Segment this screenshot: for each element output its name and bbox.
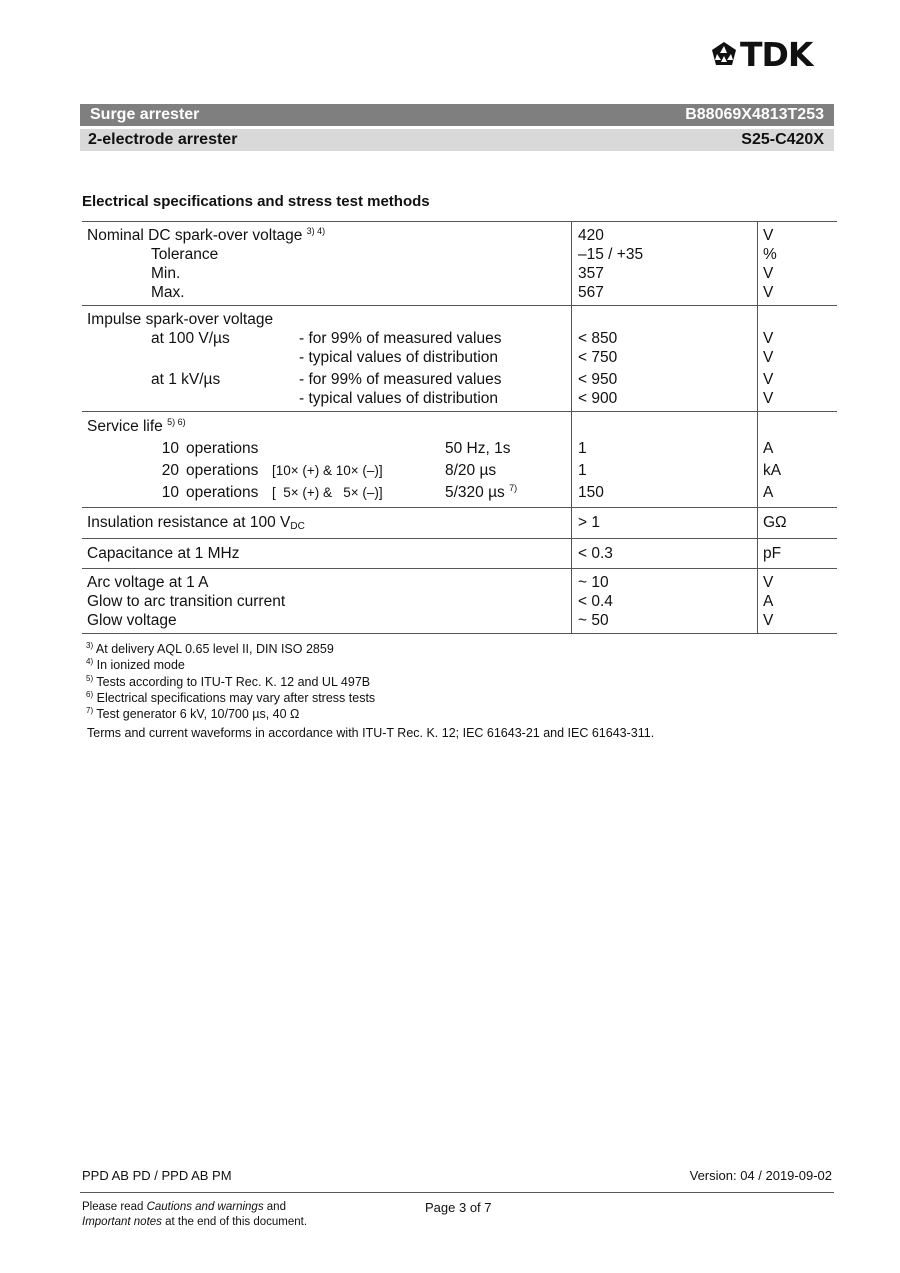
min-unit: V <box>763 265 774 282</box>
impulse-desc: - typical values of distribution <box>299 349 499 366</box>
arc-unit: A <box>763 593 774 610</box>
op-condition: 8/20 µs <box>445 462 497 479</box>
impulse-desc: - for 99% of measured values <box>299 371 502 388</box>
footnote-ref: 7) <box>509 483 518 493</box>
footnotes <box>86 641 375 722</box>
insulation-label-sub: DC <box>290 521 305 532</box>
op-count: 20 <box>161 462 179 479</box>
op-condition: 50 Hz, 1s <box>445 440 511 457</box>
part-number: B88069X4813T253 <box>685 106 824 123</box>
service-life-unit: A <box>763 440 774 457</box>
dc-sparkover-label: Nominal DC spark-over voltage <box>87 227 303 244</box>
product-subtype: 2-electrode arrester <box>88 131 238 148</box>
arc-label: Glow voltage <box>87 612 177 629</box>
dc-sparkover-unit: V <box>763 227 774 244</box>
arc-value: ~ 10 <box>578 574 609 591</box>
table-row-arc <box>82 568 837 634</box>
footnote-ref: 3) 4) <box>306 226 326 236</box>
impulse-rate <box>87 389 299 408</box>
arc-value: < 0.4 <box>578 593 613 610</box>
important-notes-text: Important notes <box>82 1216 162 1228</box>
impulse-value: < 850 <box>578 330 618 347</box>
min-label: Min. <box>151 265 181 282</box>
tdk-logo <box>710 35 836 74</box>
footnote: $^{7)}$ Test generator 6 kV, 10/700 µs, 40 Ω <box>86 706 300 722</box>
dc-sparkover-value: 420 <box>578 227 604 244</box>
impulse-value: < 950 <box>578 371 618 388</box>
op-label: operations <box>186 462 259 479</box>
cautions-link-text: Cautions and warnings <box>146 1201 264 1213</box>
insulation-unit: GΩ <box>763 514 787 531</box>
impulse-rate: at 100 V/µs <box>151 330 230 347</box>
footer-note: Please read Cautions and warnings and Important notes at the end of this document. <box>82 1201 308 1228</box>
impulse-unit: V <box>763 390 774 407</box>
insulation-value: > 1 <box>578 514 600 531</box>
footer-department: PPD AB PD / PPD AB PM <box>82 1168 232 1183</box>
op-count: 10 <box>161 484 179 501</box>
impulse-desc: - for 99% of measured values <box>299 330 502 347</box>
footnote: $^{4)}$ In ionized mode <box>86 657 185 673</box>
service-life-value: 1 <box>578 440 587 457</box>
tolerance-value: –15 / +35 <box>578 246 644 263</box>
op-count: 10 <box>161 440 179 457</box>
header-bar-product <box>80 104 834 126</box>
footer-version: Version: 04 / 2019-09-02 <box>689 1168 832 1183</box>
op-polarity: [10× (+) & 10× (–)] <box>272 463 383 478</box>
table-row-dc-sparkover <box>82 221 837 305</box>
capacitance-unit: pF <box>763 545 782 562</box>
impulse-rate <box>87 348 299 367</box>
tdk-star-logo-icon <box>710 41 738 69</box>
capacitance-label: Capacitance at 1 MHz <box>87 545 240 562</box>
impulse-rate: at 1 kV/µs <box>151 371 221 388</box>
op-label: operations <box>186 440 259 457</box>
product-type: Surge arrester <box>90 106 200 123</box>
op-label: operations <box>186 484 259 501</box>
insulation-label: Insulation resistance at 100 V <box>87 514 291 531</box>
max-unit: V <box>763 284 774 301</box>
page-number: Page 3 of 7 <box>425 1200 492 1215</box>
footnote: $^{6)}$ Electrical specifications may vary after stress tests <box>86 689 376 705</box>
footnote-ref: 5) 6) <box>167 417 186 427</box>
tolerance-label: Tolerance <box>151 246 219 263</box>
header-bar-subtype <box>80 129 834 151</box>
impulse-unit: V <box>763 349 774 366</box>
service-life-value: 1 <box>578 462 587 479</box>
service-life-unit: A <box>763 484 774 501</box>
op-condition: 5/320 µs <box>445 484 505 501</box>
footnote: $^{5)}$ Tests according to ITU-T Rec. K. 12 and UL 497B <box>86 673 371 689</box>
arc-unit: V <box>763 612 774 629</box>
terms-note: Terms and current waveforms in accordance with ITU-T Rec. K. 12; IEC 61643-21 and IEC 61643-311. <box>87 726 655 740</box>
impulse-unit: V <box>763 371 774 388</box>
arc-label: Glow to arc transition current <box>87 593 286 610</box>
op-polarity: [ 5× (+) & 5× (–)] <box>272 485 383 500</box>
model-number: S25-C420X <box>741 131 824 148</box>
max-label: Max. <box>151 284 185 301</box>
impulse-desc: - typical values of distribution <box>299 390 499 407</box>
service-life-unit: kA <box>763 462 782 479</box>
table-row-capacitance <box>82 538 837 568</box>
logo-text: TDK <box>740 35 813 74</box>
impulse-value: < 900 <box>578 390 618 407</box>
table-row-insulation <box>82 507 837 538</box>
service-life-value: 150 <box>578 484 604 501</box>
impulse-value: < 750 <box>578 349 618 366</box>
section-title: Electrical specifications and stress test methods <box>82 193 430 210</box>
impulse-label: Impulse spark-over voltage <box>87 311 274 328</box>
impulse-unit: V <box>763 330 774 347</box>
min-value: 357 <box>578 265 604 282</box>
table-row-service-life <box>82 411 837 507</box>
footnote: $^{3)}$ At delivery AQL 0.65 level II, DIN ISO 2859 <box>86 641 334 656</box>
arc-value: ~ 50 <box>578 612 609 629</box>
arc-unit: V <box>763 574 774 591</box>
footer-divider <box>80 1192 834 1193</box>
op-polarity <box>272 438 445 460</box>
tolerance-unit: % <box>763 246 777 263</box>
arc-label: Arc voltage at 1 A <box>87 574 209 591</box>
capacitance-value: < 0.3 <box>578 545 613 562</box>
service-life-label: Service life <box>87 418 163 435</box>
spec-table <box>82 221 837 634</box>
max-value: 567 <box>578 284 604 301</box>
table-row-impulse-sparkover <box>82 305 837 411</box>
